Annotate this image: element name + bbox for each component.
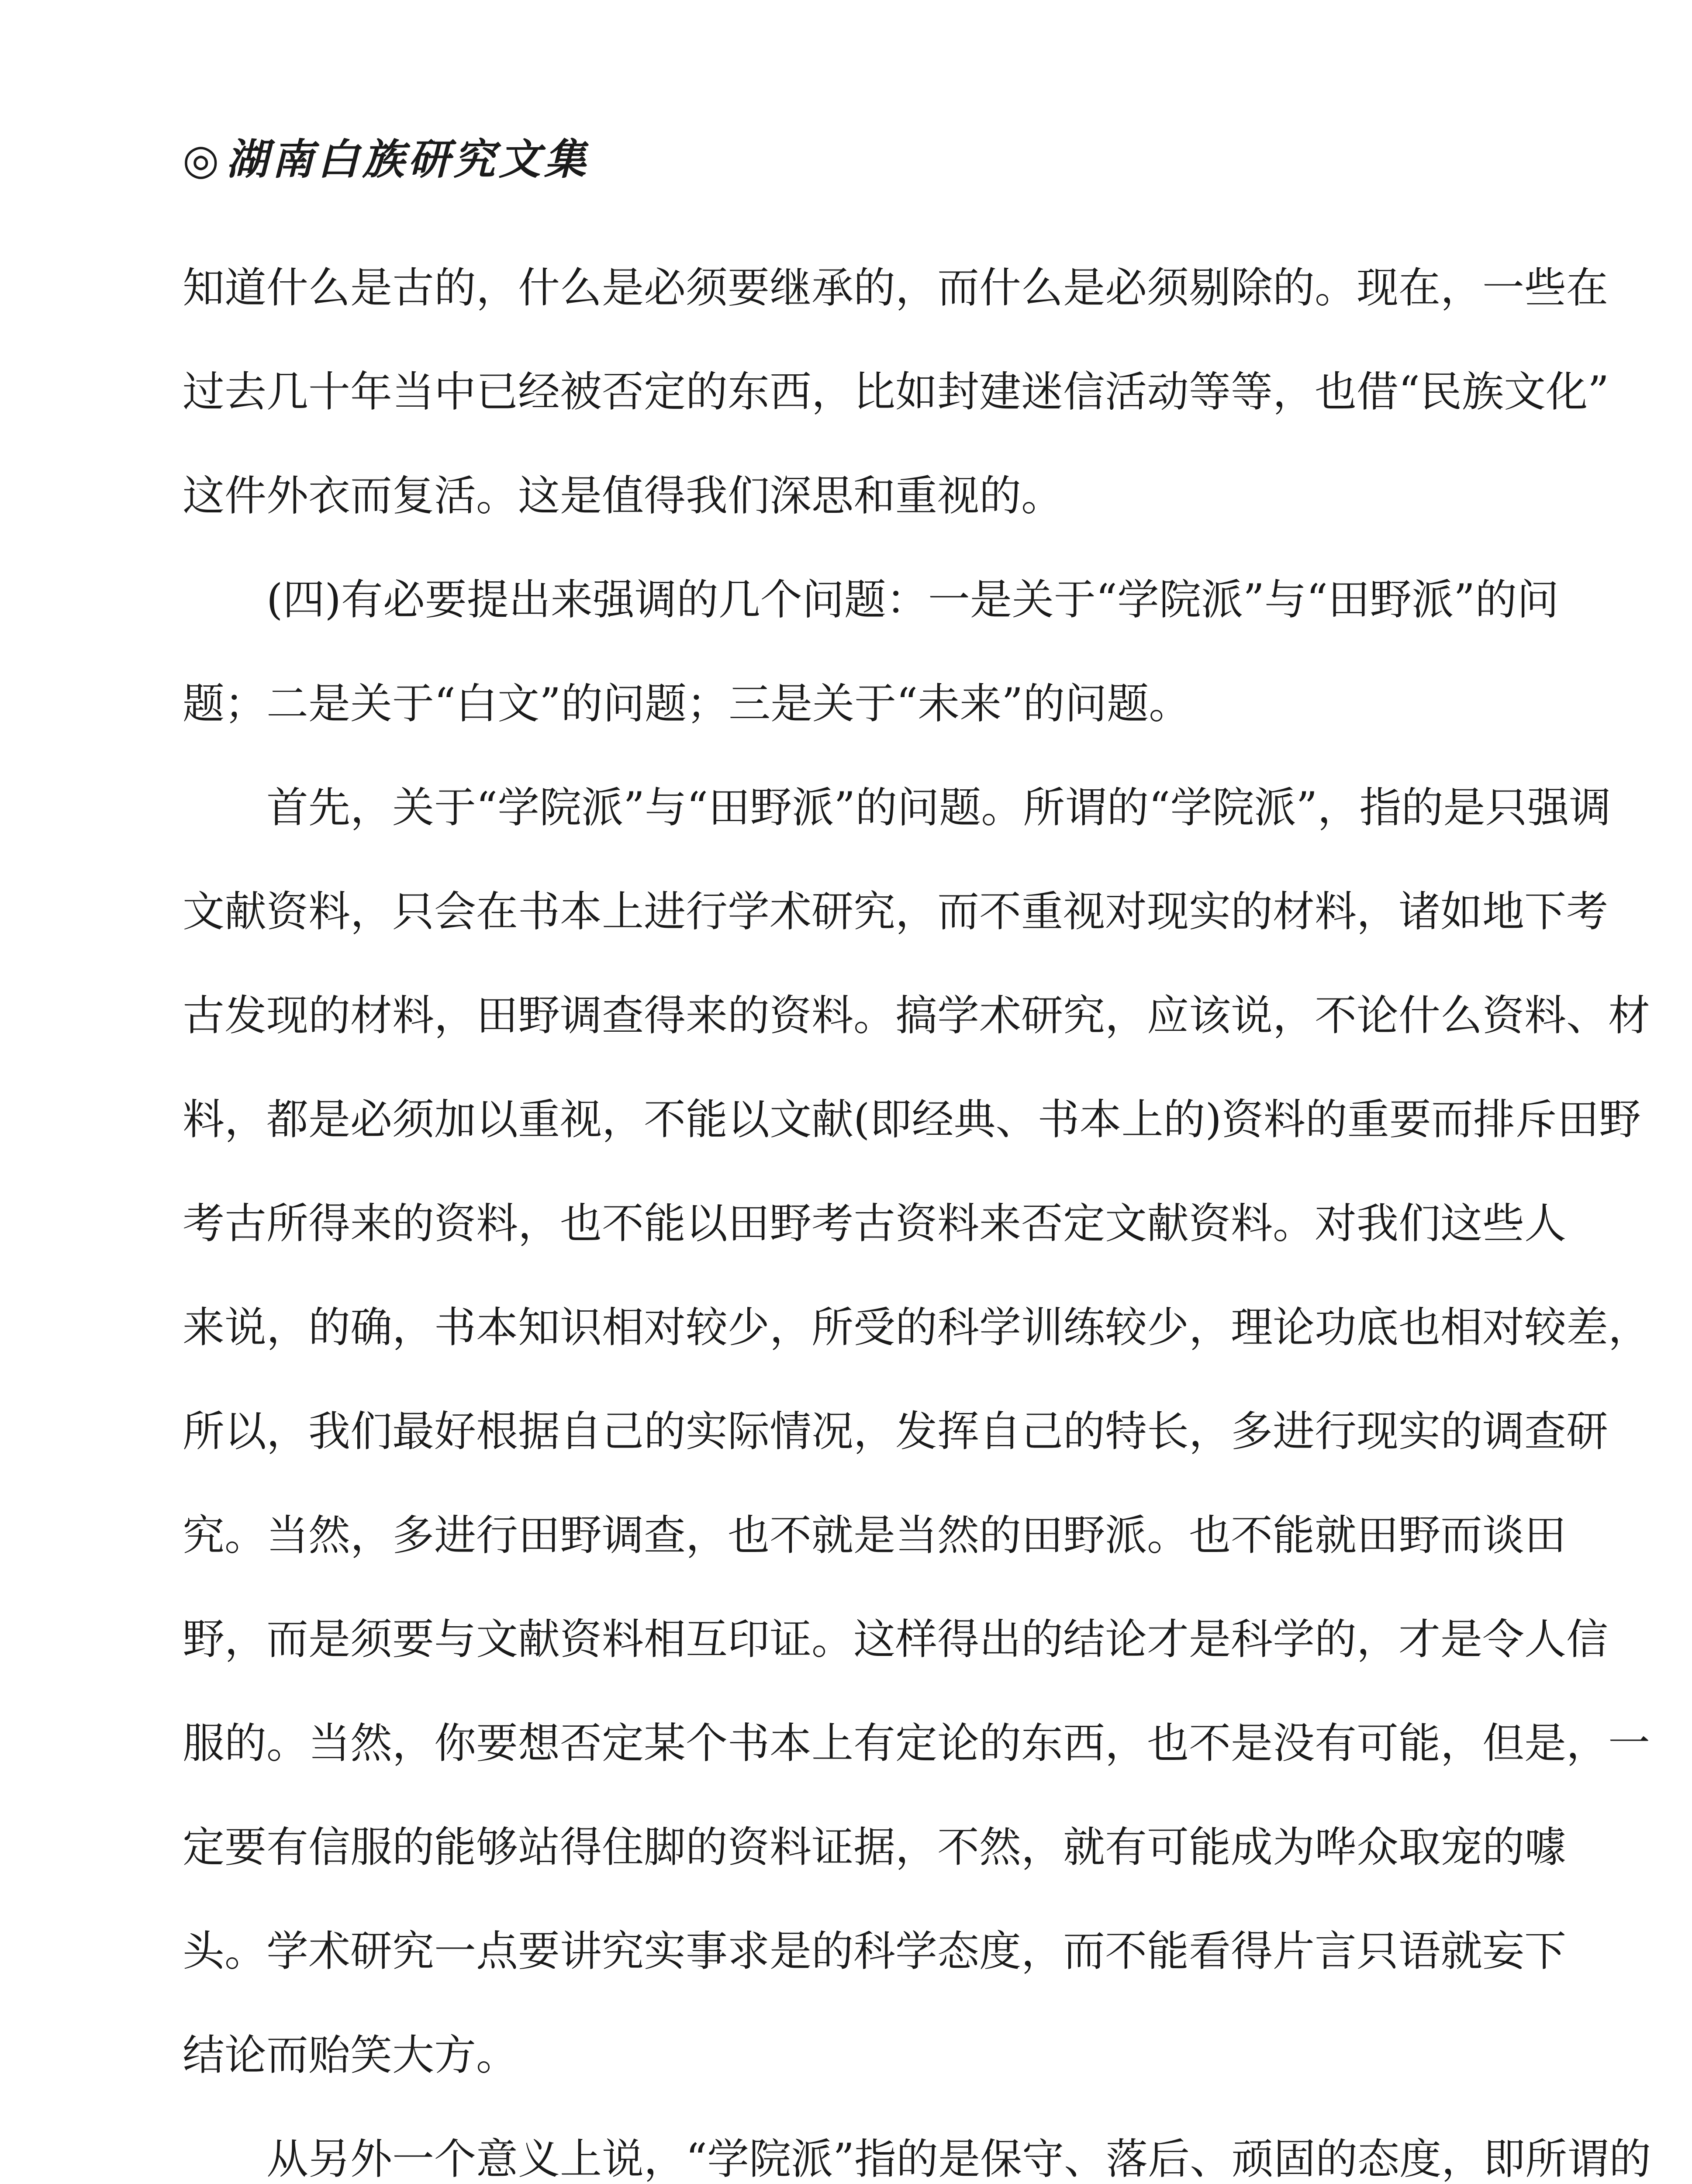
text-line: 定要有信服的能够站得住脚的资料证据，不然，就有可能成为哗众取宠的噱 (183, 1823, 1566, 1872)
text-line: 究。当然，多进行田野调查，也不就是当然的田野派。也不能就田野而谈田 (183, 1511, 1566, 1560)
text-line: 题；二是关于“白文”的问题；三是关于“未来”的问题。 (183, 679, 1191, 728)
book-title: 湖南白族研究文集 (226, 135, 590, 184)
text-line: (四)有必要提出来强调的几个问题：一是关于“学院派”与“田野派”的问 (266, 575, 1559, 624)
body-text (183, 236, 1651, 2184)
text-line: 所以，我们最好根据自己的实际情况，发挥自己的特长，多进行现实的调查研 (183, 1407, 1608, 1456)
text-line: 来说，的确，书本知识相对较少，所受的科学训练较少，理论功底也相对较差， (183, 1303, 1650, 1352)
text-line: 过去几十年当中已经被否定的东西，比如封建迷信活动等等，也借“民族文化” (183, 367, 1609, 416)
header-circle-mark: ◎ (183, 135, 219, 184)
paragraph (183, 236, 1609, 548)
text-line: 头。学术研究一点要讲究实事求是的科学态度，而不能看得片言只语就妄下 (183, 1927, 1566, 1976)
paragraph (183, 2107, 1651, 2184)
text-line: 首先，关于“学院派”与“田野派”的问题。所谓的“学院派”，指的是只强调 (266, 783, 1611, 832)
paragraph (183, 548, 1559, 756)
running-header (183, 131, 590, 188)
text-line: 服的。当然，你要想否定某个书本上有定论的东西，也不是没有可能，但是，一 (183, 1719, 1650, 1768)
text-line: 野，而是须要与文献资料相互印证。这样得出的结论才是科学的，才是令人信 (183, 1615, 1608, 1664)
text-line: 文献资料，只会在书本上进行学术研究，而不重视对现实的材料，诸如地下考 (183, 887, 1608, 936)
paragraph (183, 756, 1650, 2107)
text-line: 这件外衣而复活。这是值得我们深思和重视的。 (183, 471, 1063, 520)
text-line: 古发现的材料，田野调查得来的资料。搞学术研究，应该说，不论什么资料、材 (183, 991, 1650, 1040)
text-line: 结论而贻笑大方。 (183, 2031, 518, 2080)
text-line: 知道什么是古的，什么是必须要继承的，而什么是必须剔除的。现在，一些在 (183, 263, 1608, 312)
text-line: 料，都是必须加以重视，不能以文献(即经典、书本上的)资料的重要而排斥田野 (183, 1095, 1641, 1144)
text-line: 考古所得来的资料，也不能以田野考古资料来否定文献资料。对我们这些人 (183, 1199, 1566, 1248)
text-line: 从另外一个意义上说，“学院派”指的是保守、落后、顽固的态度，即所谓的 (266, 2135, 1651, 2184)
